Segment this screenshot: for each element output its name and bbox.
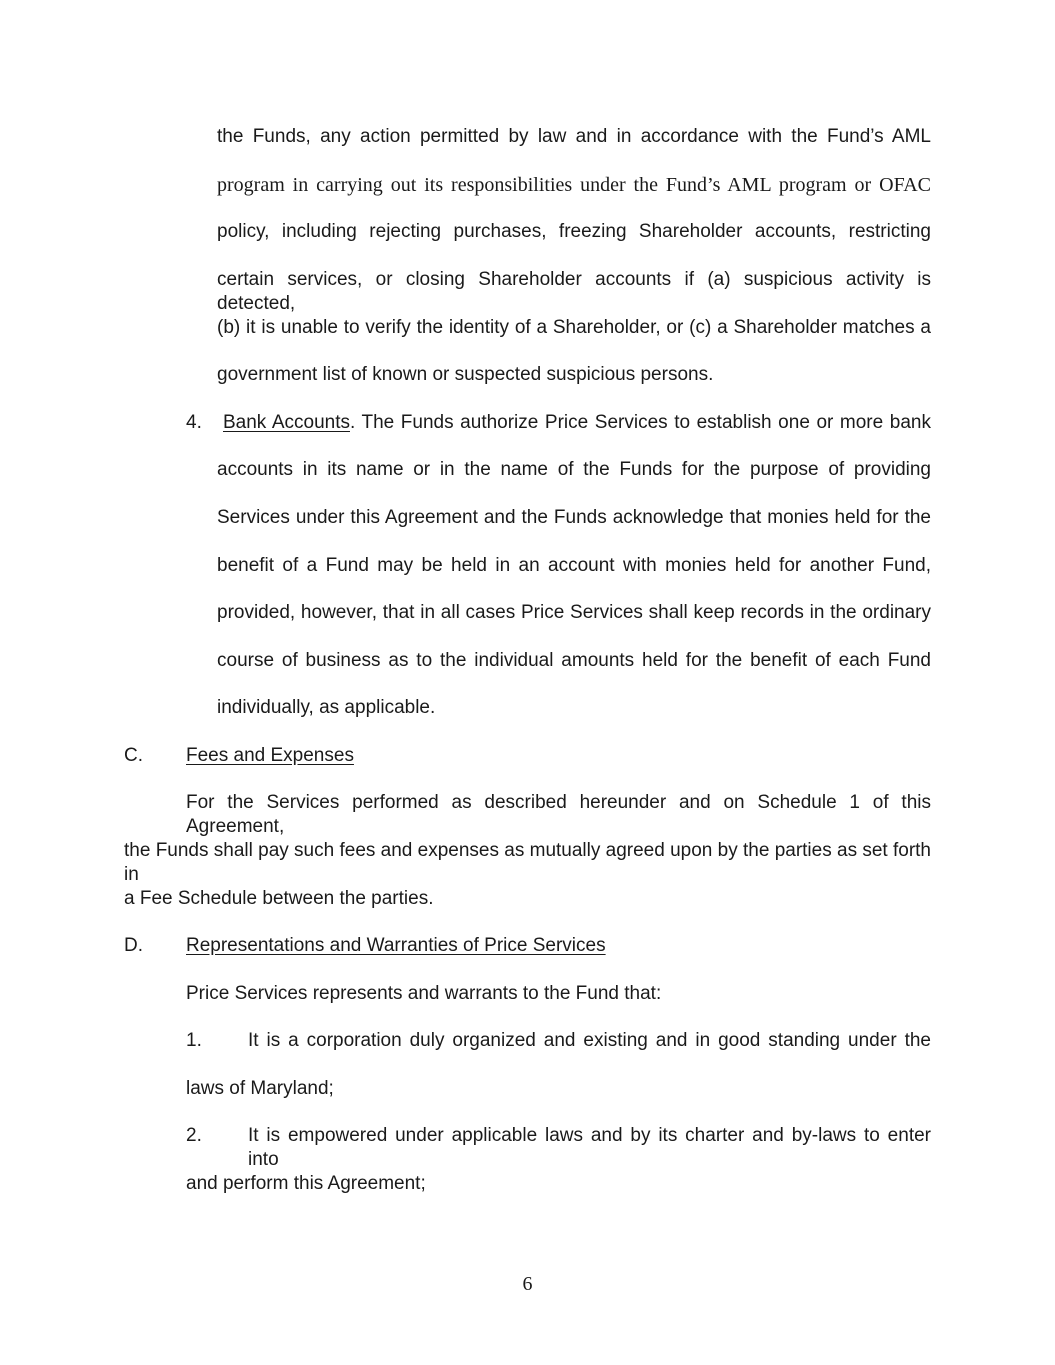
section-d-item-1-line: laws of Maryland; [186, 1078, 334, 1099]
item-4-line: accounts in its name or in the name of the Funds for the purpose of providing [217, 459, 931, 480]
continuation-line: the Funds, any action permitted by law and in accordance with the Fund’s AML [217, 126, 931, 147]
section-d-intro: Price Services represents and warrants to the Fund that: [186, 983, 662, 1004]
continuation-line: program in carrying out its responsibilities under the Fund’s AML program or OFAC [217, 174, 931, 196]
section-d-heading: Representations and Warranties of Price Services [186, 935, 606, 956]
section-c-line: a Fee Schedule between the parties. [124, 888, 434, 909]
item-4-line: Services under this Agreement and the Funds acknowledge that monies held for the [217, 507, 931, 528]
continuation-line: policy, including rejecting purchases, freezing Shareholder accounts, restricting [217, 221, 931, 242]
item-4-first-line-text: . The Funds authorize Price Services to establish one or more bank [349, 412, 931, 433]
item-4-first-line [223, 411, 931, 435]
section-c-line: For the Services performed as described hereunder and on Schedule 1 of this Agreement, [186, 792, 931, 837]
item-4-number: 4. [186, 412, 202, 433]
section-d-item-1-number: 1. [186, 1030, 202, 1051]
section-c-heading: Fees and Expenses [186, 745, 354, 766]
section-d-item-2-line: It is empowered under applicable laws and by its charter and by-laws to enter into [248, 1125, 931, 1170]
continuation-line: (b) it is unable to verify the identity of a Shareholder, or (c) a Shareholder matches a [217, 317, 931, 338]
page-number: 6 [522, 1273, 533, 1295]
section-d-item-1-line: It is a corporation duly organized and existing and in good standing under the [248, 1030, 931, 1051]
section-d-item-2-line: and perform this Agreement; [186, 1173, 426, 1194]
continuation-line: government list of known or suspected suspicious persons. [217, 364, 714, 385]
section-d-letter: D. [124, 935, 143, 956]
continuation-line: certain services, or closing Shareholder accounts if (a) suspicious activity is detected, [217, 269, 931, 314]
item-4-line: provided, however, that in all cases Price Services shall keep records in the ordinary [217, 602, 931, 623]
section-c-letter: C. [124, 745, 143, 766]
section-d-item-2-number: 2. [186, 1125, 202, 1146]
item-4-line: benefit of a Fund may be held in an account with monies held for another Fund, [217, 555, 931, 576]
item-4-line: course of business as to the individual amounts held for the benefit of each Fund [217, 650, 931, 671]
item-4-title: Bank Accounts [223, 412, 350, 433]
item-4-line: individually, as applicable. [217, 697, 436, 718]
section-c-line: the Funds shall pay such fees and expenses as mutually agreed upon by the parties as set forth in [124, 840, 931, 885]
